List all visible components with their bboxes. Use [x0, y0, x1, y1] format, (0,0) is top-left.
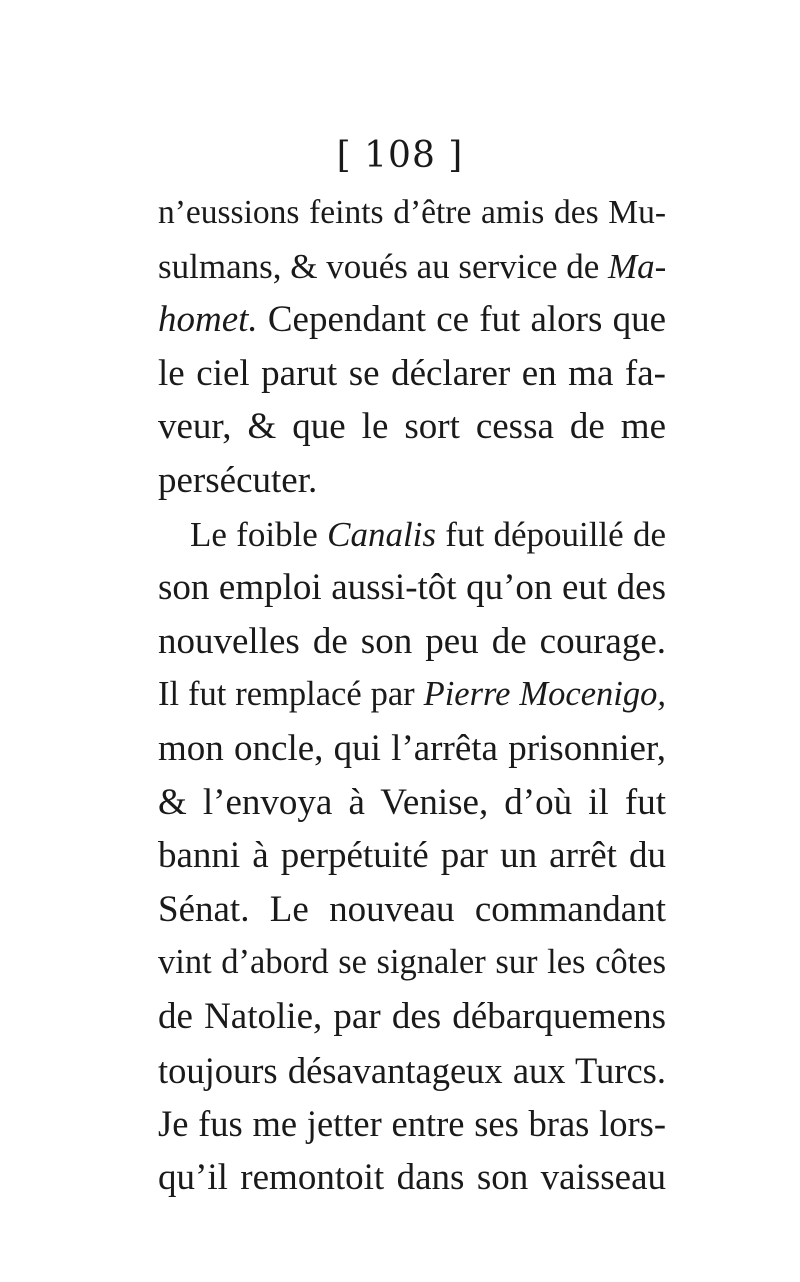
text-segment: veur, & que le sort cessa de me	[158, 406, 666, 448]
page-number: [ 108 ]	[336, 135, 464, 176]
italic-text-segment: Ma-	[608, 246, 666, 286]
text-line	[158, 615, 666, 669]
text-segment: Il fut remplacé par	[158, 675, 424, 714]
text-segment: le ciel parut se déclarer en ma fa-	[158, 352, 666, 394]
text-segment: banni à perpétuité par un arrêt du	[158, 835, 666, 877]
text-line	[158, 936, 666, 990]
text-segment: toujours désavantageux aux Turcs.	[158, 1049, 666, 1091]
text-line	[158, 990, 666, 1044]
text-segment: & l’envoya à Venise, d’où il fut	[158, 781, 666, 823]
text-segment: qu’il remontoit dans son vaisseau	[158, 1156, 666, 1198]
text-segment: n’eussions feints d’être amis des Mu-	[158, 194, 666, 231]
text-segment: fut dépouillé de	[436, 514, 666, 554]
text-segment: mon oncle, qui l’arrêta prisonnier,	[158, 727, 666, 769]
text-line	[158, 1151, 666, 1205]
text-segment: Je fus me jetter entre ses bras lors-	[158, 1103, 666, 1145]
text-segment: Le foible	[190, 514, 328, 554]
text-line	[158, 454, 666, 508]
text-line	[158, 293, 666, 347]
text-segment: Cependant ce fut alors que	[257, 299, 666, 341]
italic-text-segment: Pierre Mocenigo,	[423, 675, 666, 714]
text-line	[158, 829, 666, 883]
text-line	[158, 883, 666, 937]
text-line	[158, 240, 666, 294]
text-line	[158, 186, 666, 240]
text-segment: persécuter.	[158, 459, 318, 501]
text-line	[158, 776, 666, 830]
text-segment: nouvelles de son peu de courage.	[158, 620, 666, 662]
text-segment: son emploi aussi-tôt qu’on eut des	[158, 567, 666, 609]
text-segment: sulmans, & voués au service de	[158, 246, 609, 286]
text-line	[158, 1097, 666, 1151]
text-segment: vint d’abord se signaler sur les côtes	[158, 943, 666, 982]
text-segment: de Natolie, par des débarquemens	[158, 995, 666, 1037]
text-line	[158, 668, 666, 722]
text-line	[158, 400, 666, 454]
text-line	[158, 508, 666, 562]
text-line	[158, 722, 666, 776]
italic-text-segment: Canalis	[327, 514, 437, 554]
text-line	[158, 561, 666, 615]
body-text	[158, 186, 666, 1204]
italic-text-segment: homet.	[158, 299, 258, 341]
text-segment: Sénat. Le nouveau commandant	[158, 888, 666, 930]
text-line	[158, 1044, 666, 1098]
text-line	[158, 347, 666, 401]
